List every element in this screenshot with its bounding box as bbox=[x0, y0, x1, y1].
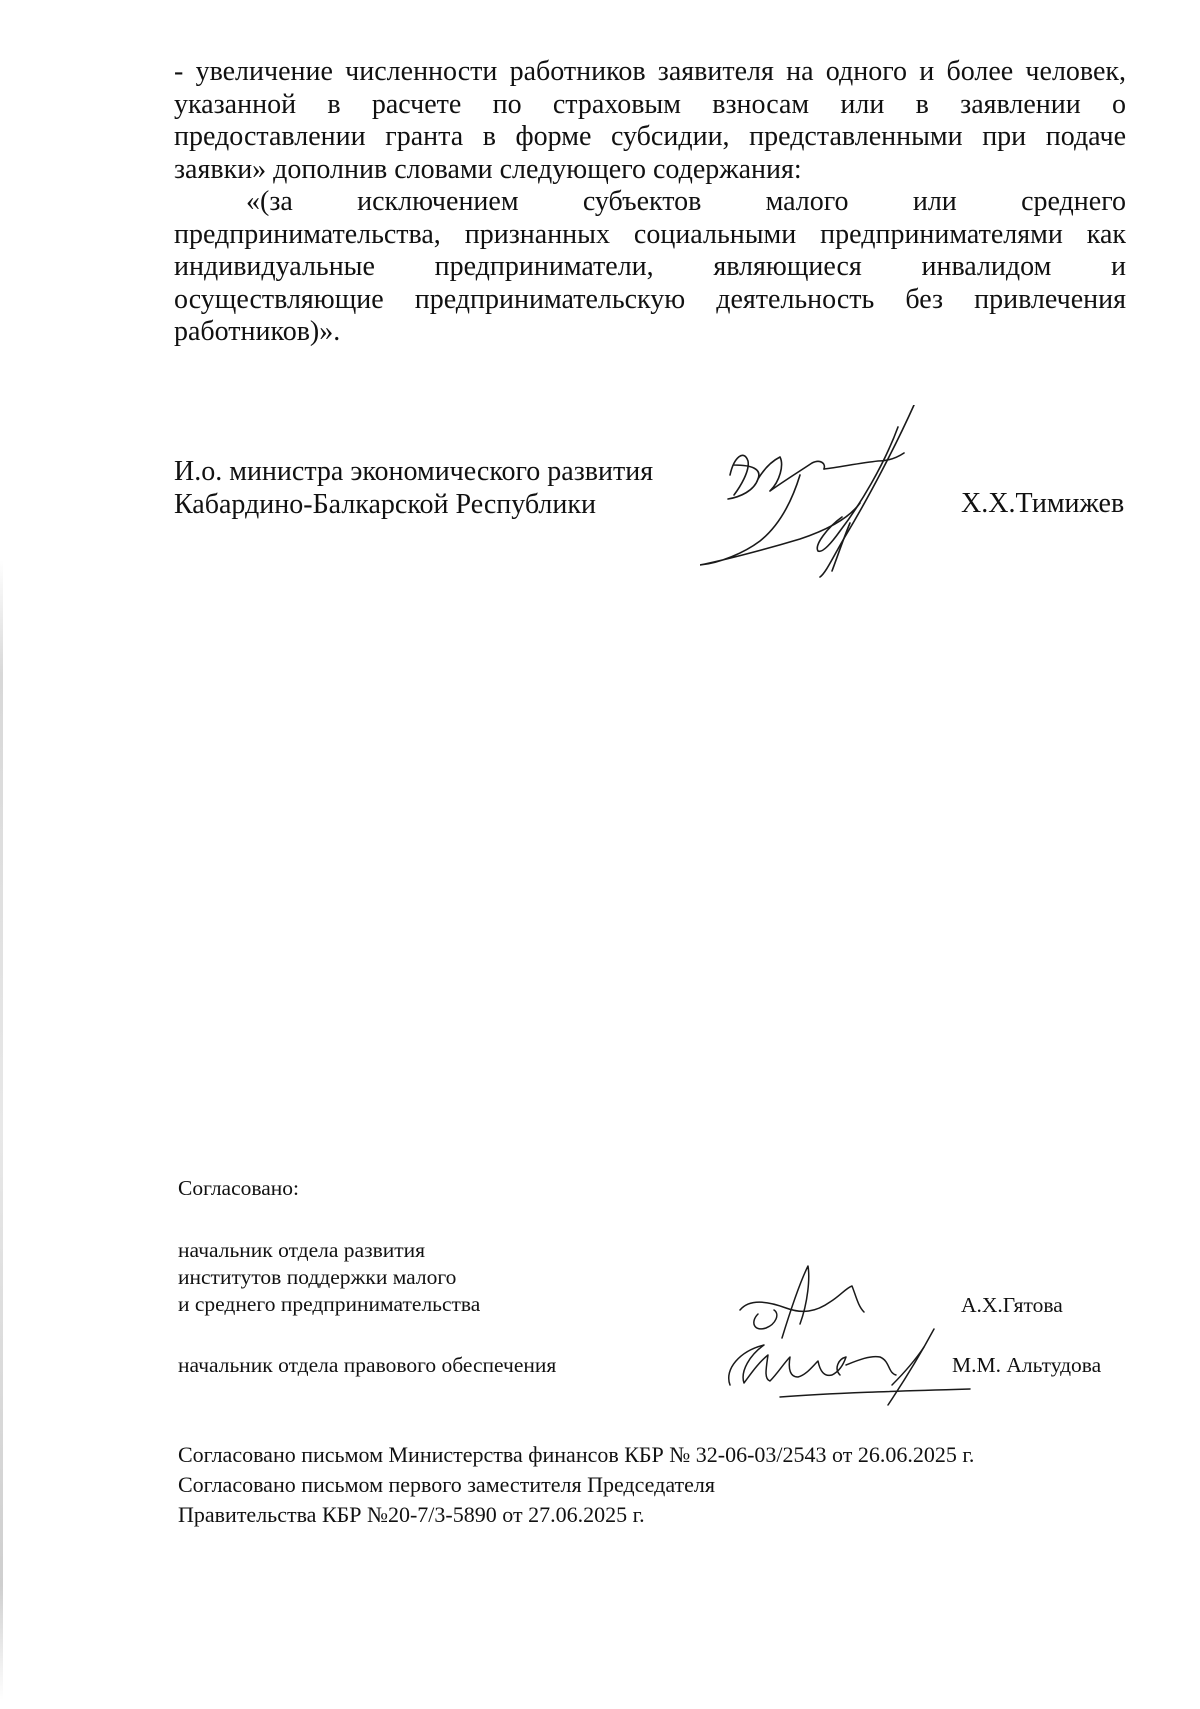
handwritten-signature-approver2 bbox=[720, 1325, 980, 1410]
paragraph-line: предпринимательства, признанных социальными предпринимателями как bbox=[174, 218, 1126, 250]
signer-name: Х.Х.Тимижев bbox=[961, 488, 1125, 519]
scan-edge-artifact bbox=[0, 560, 3, 1700]
signer-position bbox=[174, 455, 653, 521]
approver1-position bbox=[178, 1237, 480, 1318]
approval-note: Согласовано письмом первого заместителя Председателя bbox=[178, 1472, 715, 1497]
paragraph-line: индивидуальные предприниматели, являющиеся инвалидом и bbox=[174, 251, 1126, 282]
approver1-position-line: начальник отдела развития bbox=[178, 1238, 426, 1262]
paragraph-line: заявки» дополнив словами следующего содержания: bbox=[174, 153, 802, 185]
signer-position-line1: И.о. министра экономического развития bbox=[174, 456, 654, 487]
approver1-position-line: и среднего предпринимательства bbox=[178, 1292, 481, 1316]
handwritten-signature-main bbox=[700, 405, 940, 580]
approval-note: Правительства КБР №20-7/3-5890 от 27.06.2025 г. bbox=[178, 1502, 645, 1527]
paragraph-line: работников)». bbox=[174, 316, 341, 347]
paragraph-line: предоставлении гранта в форме субсидии, представленными при подаче bbox=[174, 121, 1126, 152]
paragraph-amendment bbox=[174, 56, 1126, 186]
paragraph-addition bbox=[174, 186, 1126, 349]
approval-heading: Согласовано: bbox=[178, 1176, 300, 1200]
approver2-position: начальник отдела правового обеспечения bbox=[178, 1353, 557, 1377]
paragraph-line: указанной в расчете по страховым взносам или в заявлении о bbox=[174, 88, 1126, 120]
paragraph-line: - увеличение численности работников заявителя на одного и более человек, bbox=[174, 56, 1126, 87]
paragraph-line: осуществляющие предпринимательскую деятельность без привлечения bbox=[174, 283, 1126, 315]
signer-position-line2: Кабардино-Балкарской Республики bbox=[174, 489, 596, 520]
approver1-position-line: институтов поддержки малого bbox=[178, 1265, 457, 1289]
approver2-name: М.М. Альтудова bbox=[952, 1353, 1102, 1377]
approval-note: Согласовано письмом Министерства финансов КБР № 32-06-03/2543 от 26.06.2025 г. bbox=[178, 1442, 975, 1467]
approver1-name: А.Х.Гятова bbox=[961, 1293, 1063, 1317]
paragraph-line: «(за исключением субъектов малого или среднего bbox=[246, 186, 1126, 217]
